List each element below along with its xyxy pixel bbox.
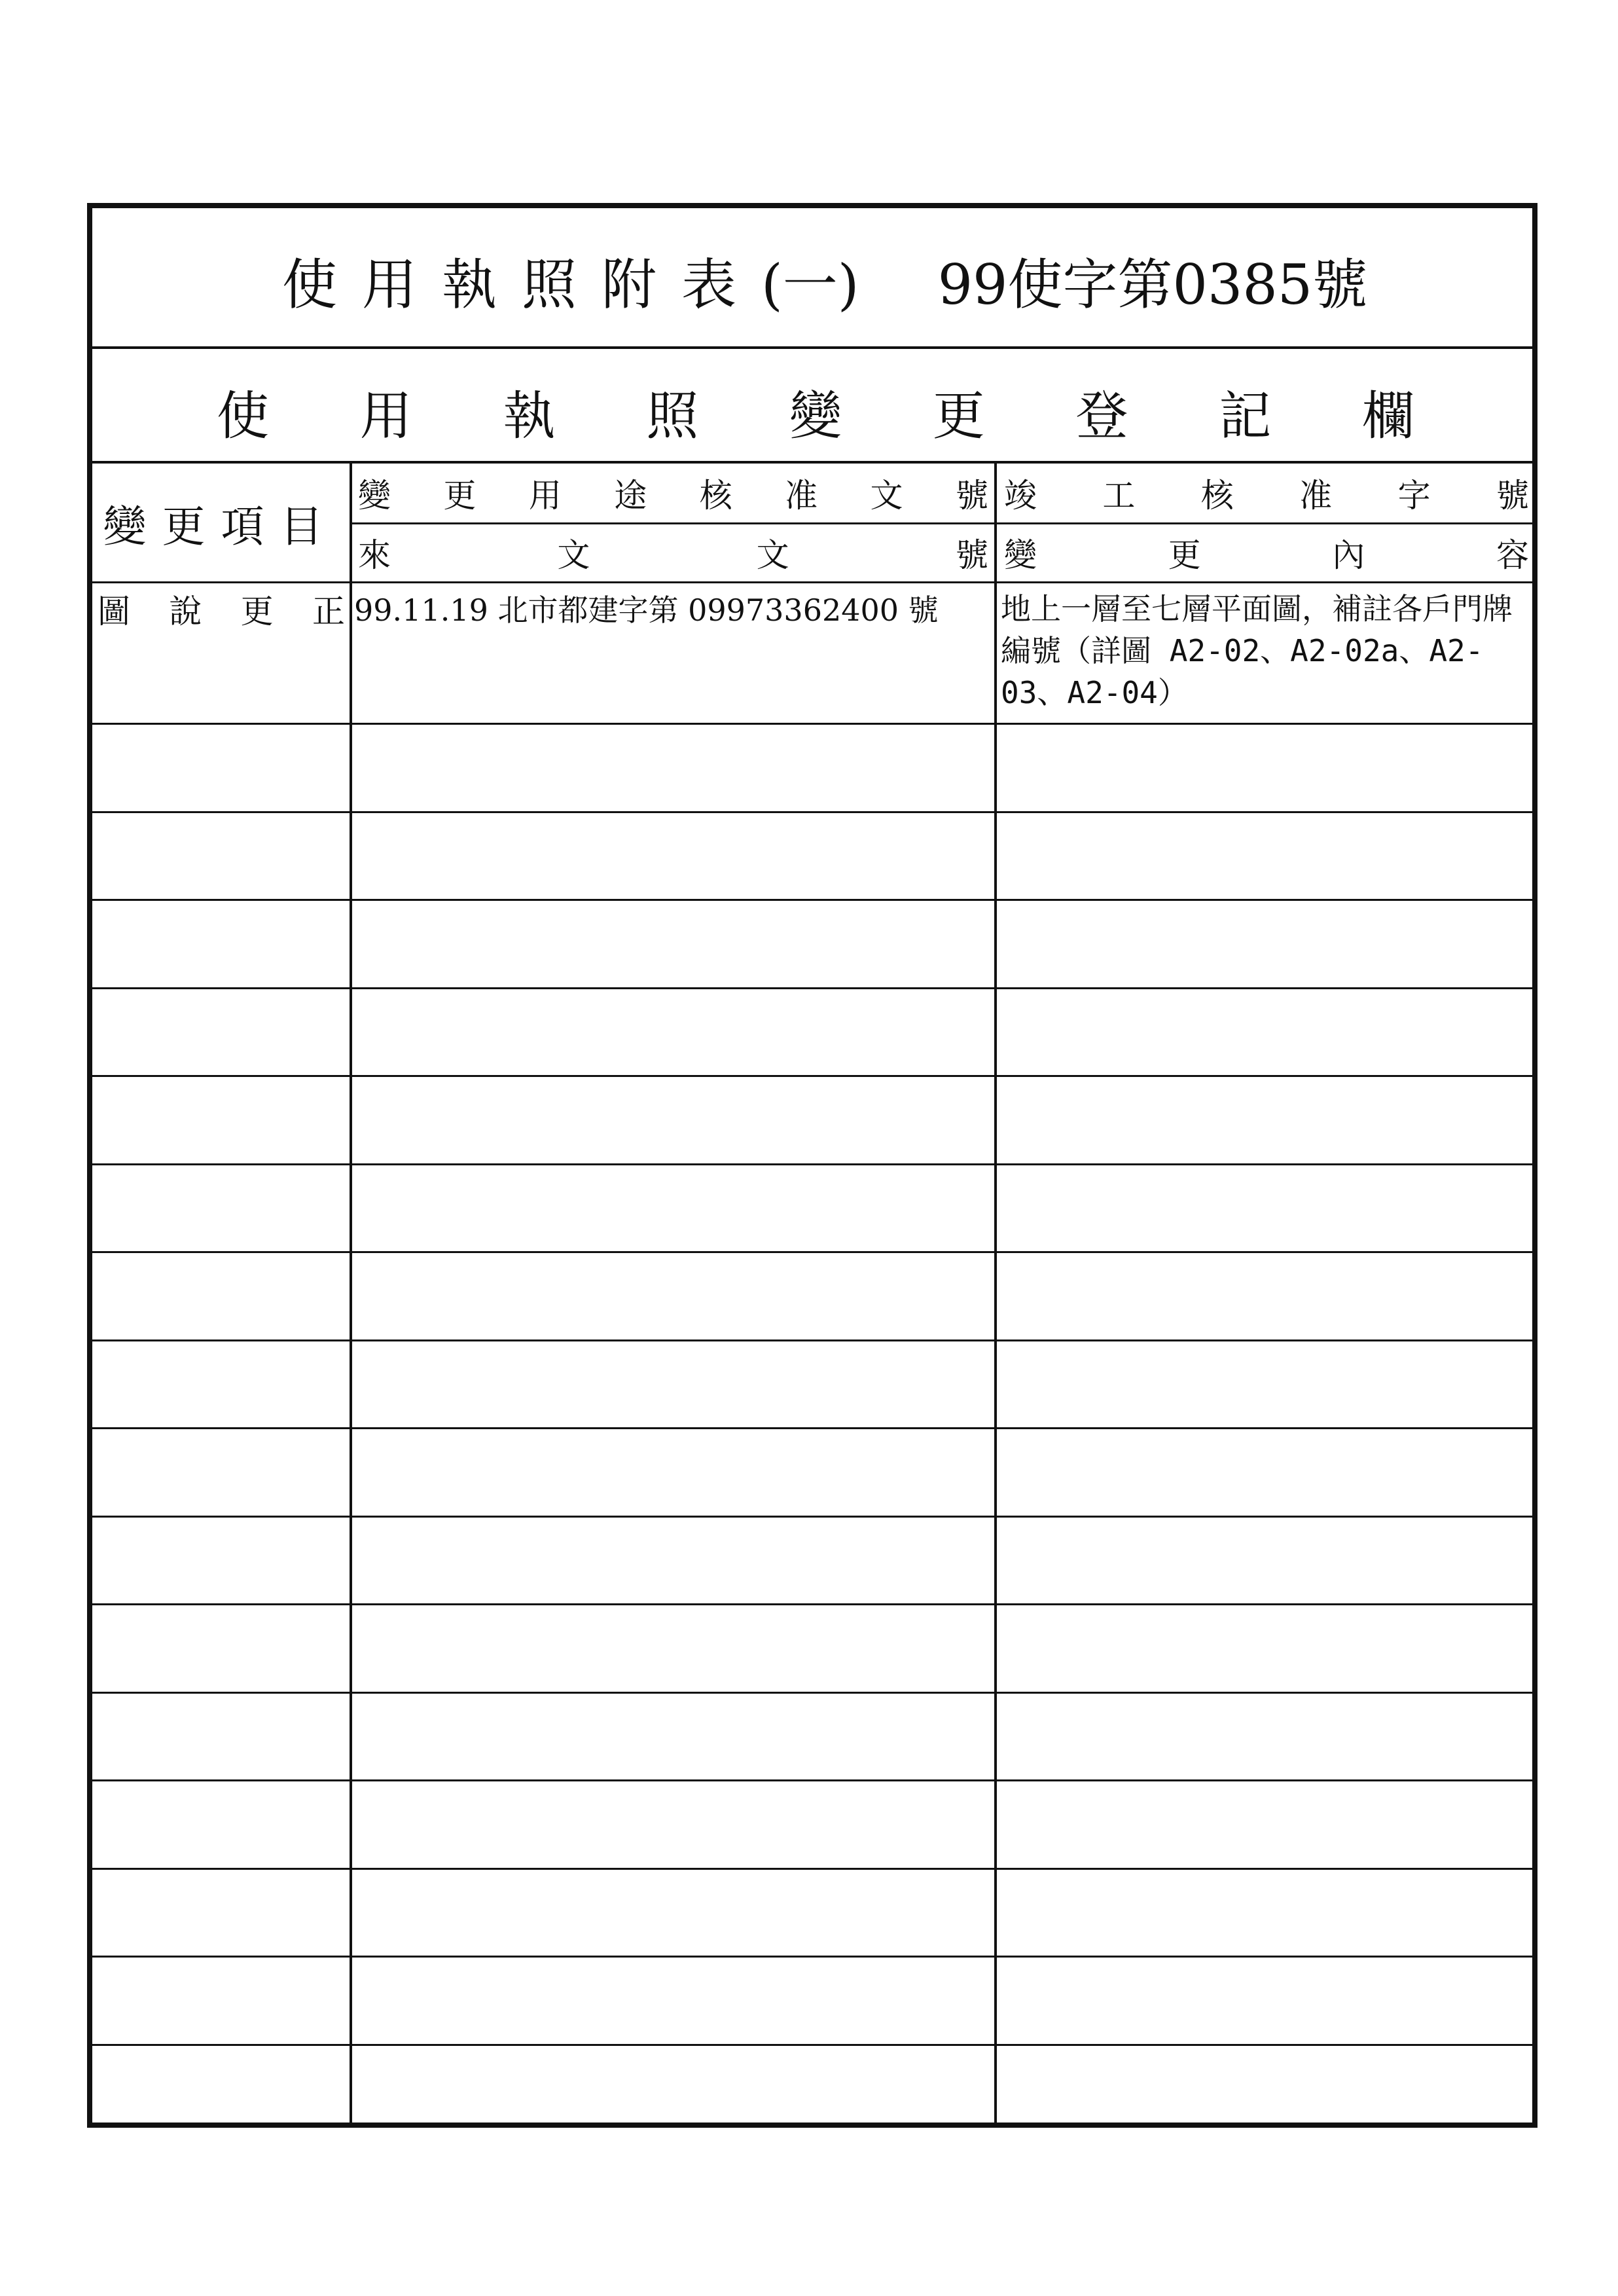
header-change-use-doc-number-char: 文 xyxy=(870,477,903,515)
header-incoming-doc-number-char: 文 xyxy=(756,536,789,574)
header-completion-approval-number-char: 准 xyxy=(1299,477,1333,515)
header-bottom-line xyxy=(92,581,1532,583)
row-1-change-item-char: 正 xyxy=(312,592,345,630)
title-row xyxy=(92,208,1532,349)
header-change-use-doc-number xyxy=(354,464,992,522)
header-incoming-doc-number-char: 來 xyxy=(358,536,391,574)
column-divider-2 xyxy=(994,464,997,2123)
header-change-use-doc-number-char: 用 xyxy=(528,477,562,515)
table-row-divider xyxy=(92,1427,1532,1429)
header-change-content-char: 容 xyxy=(1496,536,1529,574)
header-incoming-doc-number-char: 號 xyxy=(955,536,988,574)
section-title-char: 用 xyxy=(359,386,412,446)
change-register-table xyxy=(92,464,1532,2123)
row-1-change-item-char: 說 xyxy=(169,592,202,630)
table-row-divider xyxy=(92,1692,1532,1694)
section-title-char: 使 xyxy=(217,386,269,446)
table-row-divider xyxy=(92,1516,1532,1518)
header-completion-approval-number-char: 工 xyxy=(1102,477,1136,515)
header-incoming-doc-number xyxy=(354,524,992,581)
title-paren: (一) xyxy=(761,253,859,317)
header-change-content-char: 更 xyxy=(1168,536,1201,574)
header-change-content-char: 變 xyxy=(1004,536,1037,574)
section-title xyxy=(92,374,1532,449)
table-row-divider xyxy=(92,1075,1532,1077)
table-row-divider xyxy=(92,1163,1532,1165)
table-row-divider xyxy=(92,723,1532,725)
header-change-use-doc-number-char: 變 xyxy=(358,477,391,515)
header-completion-approval-number-char: 竣 xyxy=(1004,477,1037,515)
row-1-change-item xyxy=(95,588,348,630)
header-completion-approval-number-char: 核 xyxy=(1200,477,1234,515)
section-title-char: 欄 xyxy=(1362,386,1414,446)
row-1-change-item-char: 更 xyxy=(240,592,274,630)
table-row-divider xyxy=(92,899,1532,901)
section-title-char: 照 xyxy=(646,386,699,446)
permit-number: 99使字第0385號 xyxy=(937,253,1368,317)
document-title xyxy=(282,241,1367,320)
header-change-use-doc-number-char: 途 xyxy=(614,477,647,515)
table-row-divider xyxy=(92,1251,1532,1253)
table-row-divider xyxy=(92,811,1532,813)
header-change-content-char: 內 xyxy=(1332,536,1365,574)
table-row-divider xyxy=(92,1603,1532,1605)
row-1-change-item-char: 圖 xyxy=(98,592,130,630)
column-divider-1 xyxy=(350,464,352,2123)
header-change-item: 變更項目 xyxy=(103,501,339,552)
table-row-divider xyxy=(92,1339,1532,1341)
section-title-char: 變 xyxy=(789,386,842,446)
row-1-doc-number: 99.11.19 北市都建字第 09973362400 號 xyxy=(354,592,939,628)
header-completion-approval-number-char: 字 xyxy=(1397,477,1431,515)
usage-permit-annex-form xyxy=(87,203,1537,2128)
table-row-divider xyxy=(92,1956,1532,1958)
table-row-divider xyxy=(92,1779,1532,1781)
header-change-content xyxy=(999,524,1534,581)
header-change-use-doc-number-char: 號 xyxy=(955,477,988,515)
header-change-use-doc-number-char: 更 xyxy=(443,477,476,515)
title-prefix: 使用執照附表 xyxy=(282,253,762,317)
table-row-divider xyxy=(92,1868,1532,1870)
header-completion-approval-number xyxy=(999,464,1534,522)
header-incoming-doc-number-char: 文 xyxy=(557,536,590,574)
row-1-change-content: 地上一層至七層平面圖，補註各戶門牌編號（詳圖 A2-02、A2-02a、A2-03、A2-04） xyxy=(1001,591,1513,710)
table-row-divider xyxy=(92,987,1532,989)
section-title-char: 執 xyxy=(503,386,556,446)
subtitle-row xyxy=(92,349,1532,464)
section-title-char: 更 xyxy=(932,386,985,446)
header-completion-approval-number-char: 號 xyxy=(1496,477,1529,515)
header-change-use-doc-number-char: 核 xyxy=(699,477,732,515)
table-row-divider xyxy=(92,2044,1532,2046)
header-change-use-doc-number-char: 准 xyxy=(785,477,818,515)
section-title-char: 記 xyxy=(1219,386,1272,446)
section-title-char: 登 xyxy=(1075,386,1128,446)
